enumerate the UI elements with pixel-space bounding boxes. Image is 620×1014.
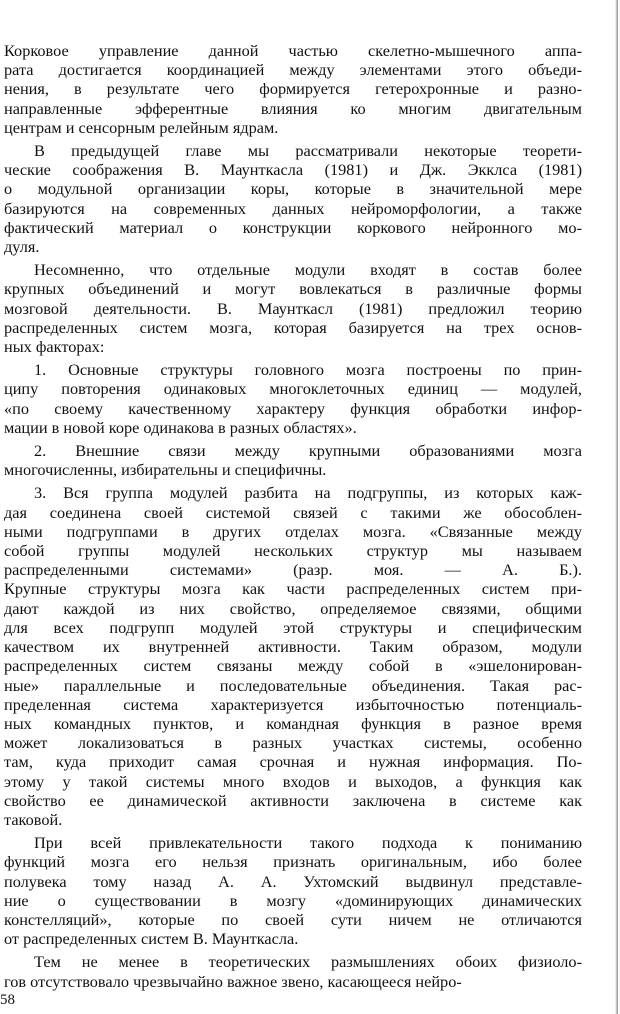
text-line: многочисленны, избирательны и специфичны.: [4, 460, 327, 480]
text-line: 2. Внешние связи между крупными образованиями мозга: [34, 441, 582, 461]
text-line: нения, в результате чего формируется гетерохронные и разно-: [4, 79, 582, 99]
text-line: центрам и сенсорным релейным ядрам.: [4, 117, 279, 137]
text-line: ние о существовании в мозгу «доминирующих динамических: [4, 890, 582, 910]
paragraph: [4, 833, 582, 948]
text-line: При всей привлекательности такого подхода к пониманию: [34, 833, 582, 853]
text-line: ных факторах:: [4, 337, 105, 357]
text-line: этому у такой системы много входов и выходов, а функция как: [4, 771, 582, 791]
text-line: ных командных пунктов, и командная функция в разное время: [4, 713, 582, 733]
text-line: дуля.: [4, 237, 40, 257]
paragraph: [4, 441, 582, 479]
text-line: может локализоваться в разных участках системы, особенно: [4, 733, 582, 753]
text-line: таковой.: [4, 809, 63, 829]
text-line: распределенных систем связаны между собой в «эшелонирован-: [4, 656, 582, 676]
page-edge-shadow: [615, 0, 618, 1014]
text-line: полувека тому назад А. А. Ухтомский выдвинул представле-: [4, 871, 582, 891]
text-line: фактический материал о конструкции коркового нейронного мо-: [4, 217, 582, 237]
text-line: собой группы модулей нескольких структур мы называем: [4, 541, 582, 561]
text-line: дая соединена своей системой связей с такими же обособлен-: [4, 502, 582, 522]
body-text: [4, 41, 582, 991]
text-line: Несомненно, что отдельные модули входят в состав более: [34, 260, 582, 280]
text-line: распределенных систем мозга, которая базируется на трех основ-: [4, 317, 582, 337]
text-line: функций мозга его нельзя признать оригинальным, ибо более: [4, 852, 582, 872]
paragraph: [4, 360, 582, 437]
page-number: 58: [0, 992, 15, 1008]
text-line: дают каждой из них свойство, определяемое связями, общими: [4, 598, 582, 618]
text-line: там, куда приходит самая срочная и нужная информация. По-: [4, 752, 582, 772]
text-line: рата достигается координацией между элементами этого объеди-: [4, 60, 582, 80]
text-line: ципу повторения одинаковых многоклеточных единиц — модулей,: [4, 379, 582, 399]
text-line: констелляций», которые по своей сути ничем не отличаются: [4, 909, 582, 929]
text-line: крупных объединений и могут вовлекаться в различные формы: [4, 279, 582, 299]
paragraph: [4, 260, 582, 356]
text-line: от распределенных систем В. Маунткасла.: [4, 929, 299, 949]
text-line: пределенная система характеризуется избыточностью потенциаль-: [4, 694, 582, 714]
text-line: ческие соображения В. Маунткасла (1981) и Дж. Экклса (1981): [4, 160, 582, 180]
paragraph: [4, 952, 582, 990]
text-line: 1. Основные структуры головного мозга построены по прин-: [34, 360, 582, 380]
text-line: ными подгруппами в других отделах мозга. «Связанные между: [4, 521, 582, 541]
text-line: мозговой деятельности. В. Маунткасл (1981) предложил теорию: [4, 298, 582, 318]
text-line: для всех подгрупп модулей этой структуры и специфическим: [4, 617, 582, 637]
text-line: базируются на современных данных нейроморфологии, а также: [4, 198, 582, 218]
text-line: качеством их внутренней активности. Таким образом, модули: [4, 637, 582, 657]
text-line: гов отсутствовало чрезвычайно важное звено, касающееся нейро-: [4, 971, 462, 991]
paragraph: [4, 41, 582, 137]
text-line: Тем не менее в теоретических размышлениях обоих физиоло-: [34, 952, 582, 972]
text-line: «по своему качественному характеру функция обработки инфор-: [4, 398, 582, 418]
paragraph: [4, 483, 582, 829]
text-line: мации в новой коре одинакова в разных областях».: [4, 417, 357, 437]
text-line: направленные эфферентные влияния ко многим двигательным: [4, 98, 582, 118]
text-line: Крупные структуры мозга как части распределенных систем при-: [4, 579, 582, 599]
text-line: ные» параллельные и последовательные объединения. Такая рас-: [4, 675, 582, 695]
text-line: свойство ее динамической активности заключена в системе как: [4, 790, 582, 810]
text-line: о модульной организации коры, которые в значительной мере: [4, 179, 582, 199]
text-line: распределенными системами» (разр. моя. — А. Б.).: [4, 560, 582, 580]
paragraph: [4, 141, 582, 256]
text-line: 3. Вся группа модулей разбита на подгруппы, из которых каж-: [34, 483, 582, 503]
text-line: В предыдущей главе мы рассматривали некоторые теорети-: [34, 141, 582, 161]
text-line: Корковое управление данной частью скелетно-мышечного аппа-: [4, 41, 582, 60]
